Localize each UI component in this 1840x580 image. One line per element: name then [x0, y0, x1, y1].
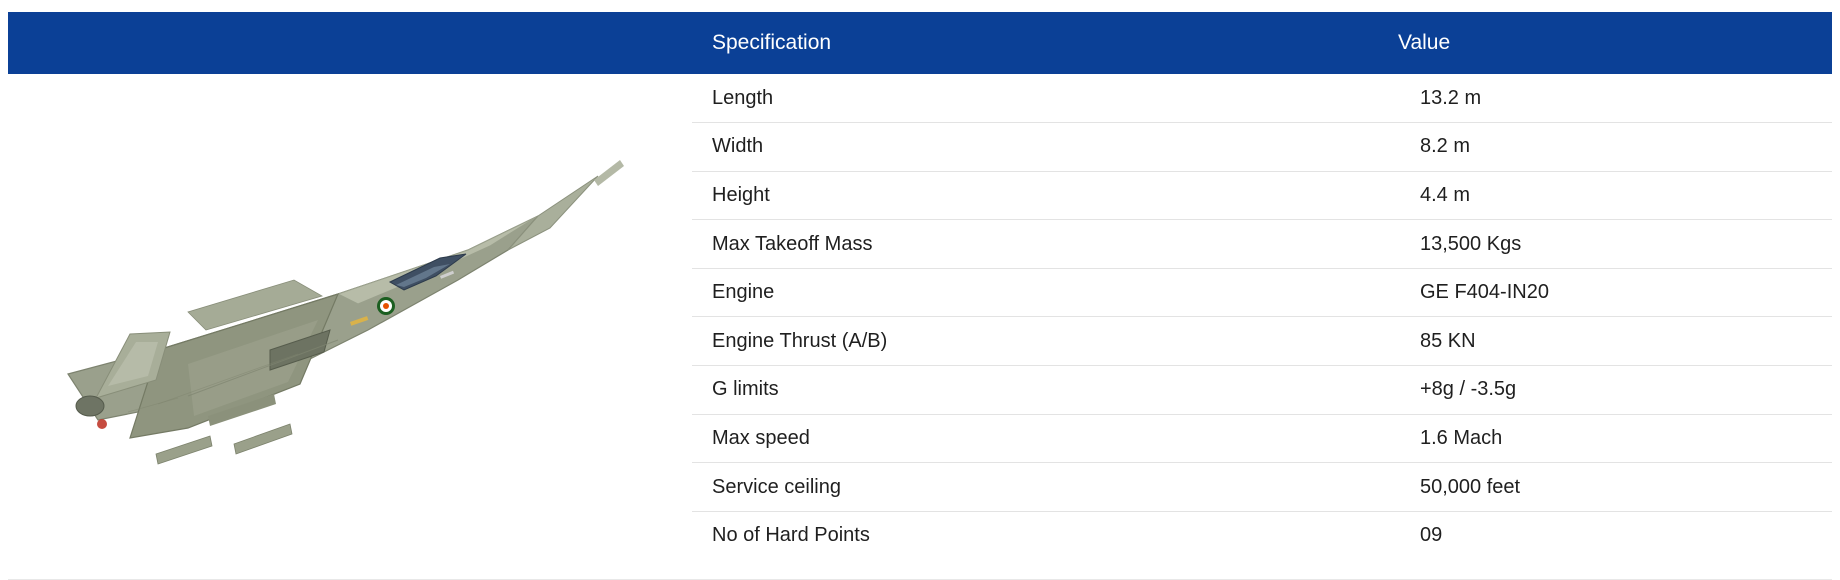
table-row — [692, 220, 1832, 269]
table-row — [692, 463, 1832, 512]
table-row — [692, 171, 1832, 220]
spec-label: Max speed — [692, 414, 1398, 463]
spec-label: Engine Thrust (A/B) — [692, 317, 1398, 366]
spec-label: Service ceiling — [692, 463, 1398, 512]
spec-value: 09 — [1398, 511, 1832, 560]
spec-value: +8g / -3.5g — [1398, 366, 1832, 415]
table-row — [692, 317, 1832, 366]
spec-value: 1.6 Mach — [1398, 414, 1832, 463]
spec-value: 8.2 m — [1398, 123, 1832, 172]
table-row — [692, 74, 1832, 123]
spec-label: Width — [692, 123, 1398, 172]
table-row — [692, 123, 1832, 172]
spec-value: 50,000 feet — [1398, 463, 1832, 512]
spec-label: Engine — [692, 268, 1398, 317]
spec-value: 4.4 m — [1398, 171, 1832, 220]
spec-label: G limits — [692, 366, 1398, 415]
table-row — [692, 414, 1832, 463]
spec-value: 85 KN — [1398, 317, 1832, 366]
column-header-specification: Specification — [712, 31, 832, 54]
spec-value: 13.2 m — [1398, 74, 1832, 123]
specifications-table-body — [692, 74, 1832, 560]
spec-value: GE F404-IN20 — [1398, 268, 1832, 317]
table-row — [692, 511, 1832, 560]
spec-label: Length — [692, 74, 1398, 123]
table-row — [692, 268, 1832, 317]
fighter-jet-photo — [38, 154, 658, 494]
spec-label: Max Takeoff Mass — [692, 220, 1398, 269]
table-row — [692, 366, 1832, 415]
spec-value: 13,500 Kgs — [1398, 220, 1832, 269]
aircraft-image-panel — [8, 74, 692, 568]
spec-label: No of Hard Points — [692, 511, 1398, 560]
table-header-bar — [8, 12, 1832, 74]
page-content — [8, 0, 1832, 580]
column-header-value: Value — [1398, 31, 1451, 54]
spec-label: Height — [692, 171, 1398, 220]
table-header-inner — [8, 12, 1832, 74]
specifications-table — [692, 74, 1832, 560]
